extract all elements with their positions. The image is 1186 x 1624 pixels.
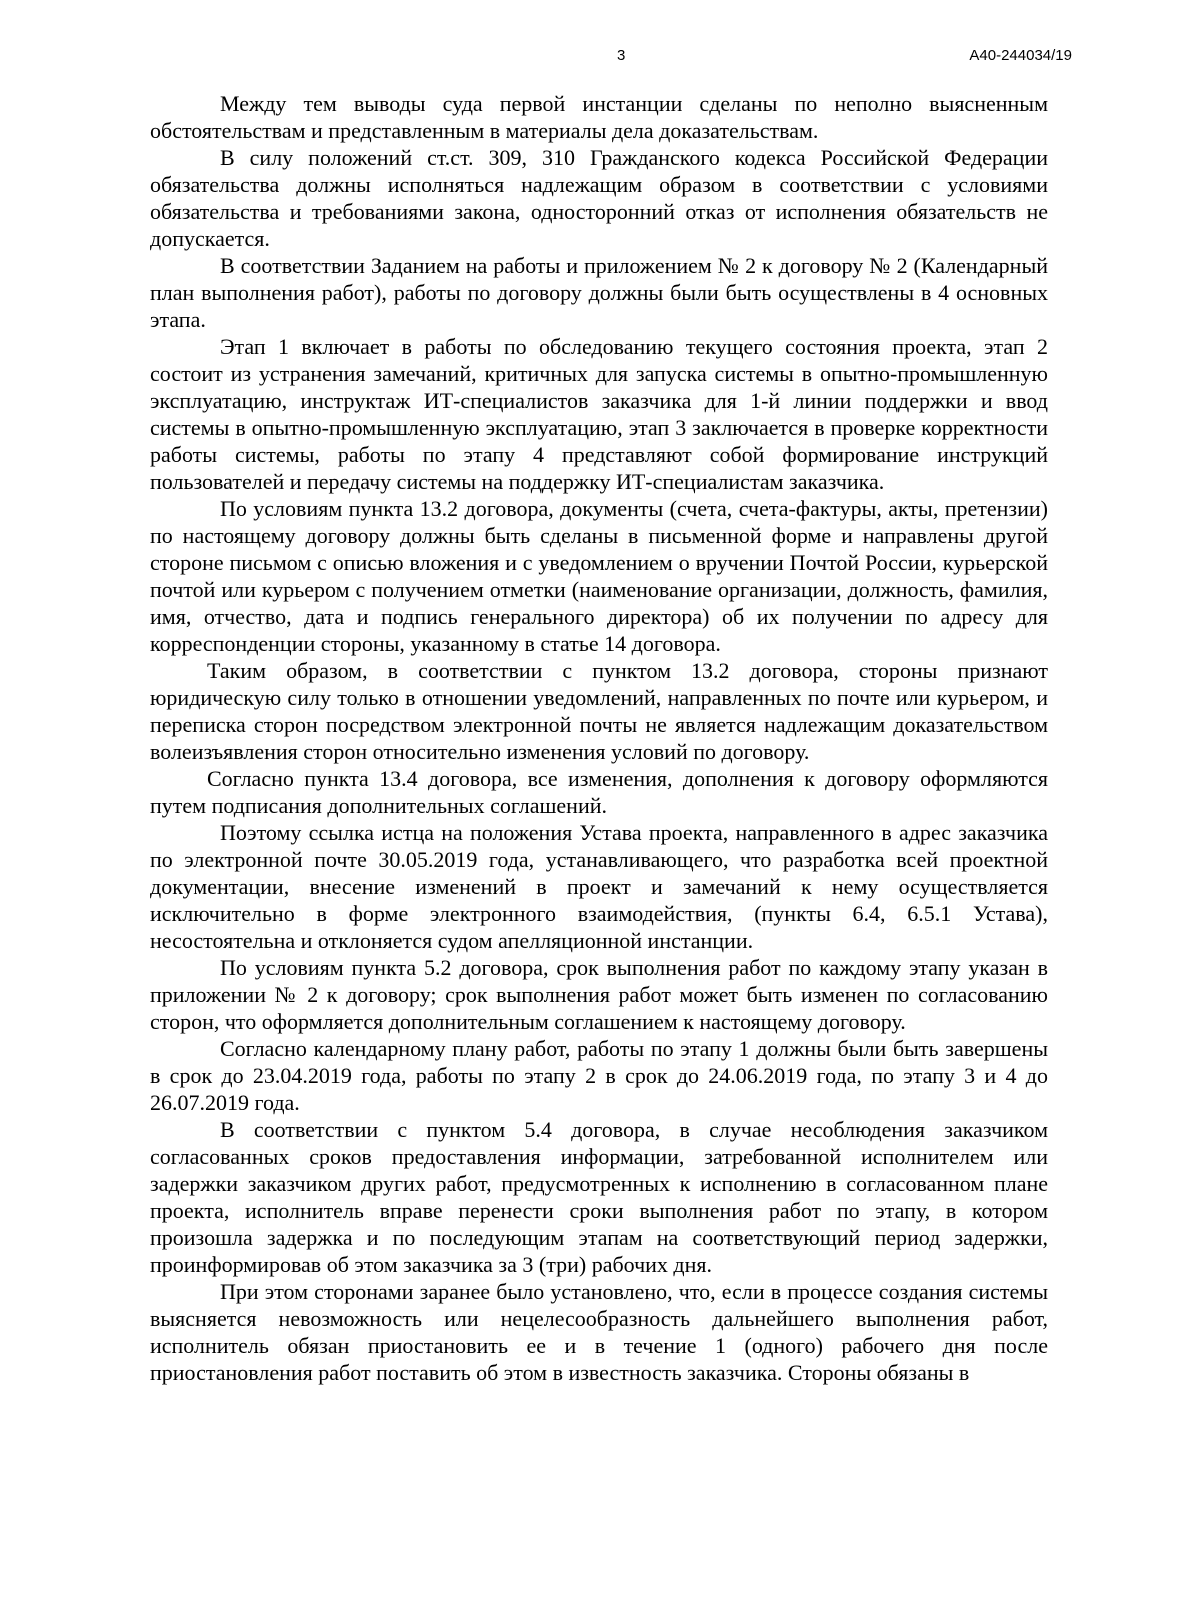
paragraph: Поэтому ссылка истца на положения Устава проекта, направленного в адрес заказчика по электронной почте 30.05.2019 года, устанавливающего, что разработка всей проектной документации, внесение изменений в проект и замечаний к нему осуществляется исключительно в форме электронного взаимодействия, (пункты 6.4, 6.5.1 Устава), несостоятельна и отклоняется судом апелляционной инстанции. [150,820,1048,953]
paragraph: При этом сторонами заранее было установлено, что, если в процессе создания системы выясняется невозможность или нецелесообразность дальнейшего выполнения работ, исполнитель обязан приостановить ее и в течение 1 (одного) рабочего дня после приостановления работ поставить об этом в известность заказчика. Стороны обязаны в [150,1279,1048,1385]
paragraph: Между тем выводы суда первой инстанции сделаны по неполно выясненным обстоятельствам и представленным в материалы дела доказательствам. [150,91,1048,143]
document-body [150,90,1048,1386]
paragraph: В соответствии с пунктом 5.4 договора, в случае несоблюдения заказчиком согласованных сроков предоставления информации, затребованной исполнителем или задержки заказчиком других работ, предусмотренных к исполнению в согласованном плане проекта, исполнитель вправе перенести сроки выполнения работ по этапу, в котором произошла задержка и по последующим этапам на соответствующий период задержки, проинформировав об этом заказчика за 3 (три) рабочих дня. [150,1117,1048,1277]
paragraph: В соответствии Заданием на работы и приложением № 2 к договору № 2 (Календарный план выполнения работ), работы по договору должны были быть осуществлены в 4 основных этапа. [150,253,1048,332]
paragraph: Согласно пункта 13.4 договора, все изменения, дополнения к договору оформляются путем подписания дополнительных соглашений. [150,766,1048,818]
paragraph: В силу положений ст.ст. 309, 310 Гражданского кодекса Российской Федерации обязательства должны исполняться надлежащим образом в соответствии с условиями обязательства и требованиями закона, односторонний отказ от исполнения обязательств не допускается. [150,145,1048,251]
page-number: 3 [617,47,626,64]
paragraph: Таким образом, в соответствии с пунктом 13.2 договора, стороны признают юридическую силу только в отношении уведомлений, направленных по почте или курьером, и переписка сторон посредством электронной почты не является надлежащим доказательством волеизъявления сторон относительно изменения условий по договору. [150,658,1048,764]
page-header [0,47,1186,71]
paragraph: Согласно календарному плану работ, работы по этапу 1 должны были быть завершены в срок до 23.04.2019 года, работы по этапу 2 в срок до 24.06.2019 года, по этапу 3 и 4 до 26.07.2019 года. [150,1036,1048,1115]
paragraph: По условиям пункта 13.2 договора, документы (счета, счета-фактуры, акты, претензии) по настоящему договору должны быть сделаны в письменной форме и направлены другой стороне письмом с описью вложения и с уведомлением о вручении Почтой России, курьерской почтой или курьером с получением отметки (наименование организации, должность, фамилия, имя, отчество, дата и подпись генерального директора) об их получении по адресу для корреспонденции стороны, указанному в статье 14 договора. [150,496,1048,656]
paragraph: Этап 1 включает в работы по обследованию текущего состояния проекта, этап 2 состоит из устранения замечаний, критичных для запуска системы в опытно-промышленную эксплуатацию, инструктаж ИТ-специалистов заказчика для 1-й линии поддержки и ввод системы в опытно-промышленную эксплуатацию, этап 3 заключается в проверке корректности работы системы, работы по этапу 4 представляют собой формирование инструкций пользователей и передачу системы на поддержку ИТ-специалистам заказчика. [150,334,1048,494]
paragraph: По условиям пункта 5.2 договора, срок выполнения работ по каждому этапу указан в приложении № 2 к договору; срок выполнения работ может быть изменен по согласованию сторон, что оформляется дополнительным соглашением к настоящему договору. [150,955,1048,1034]
case-number: А40-244034/19 [969,47,1072,64]
